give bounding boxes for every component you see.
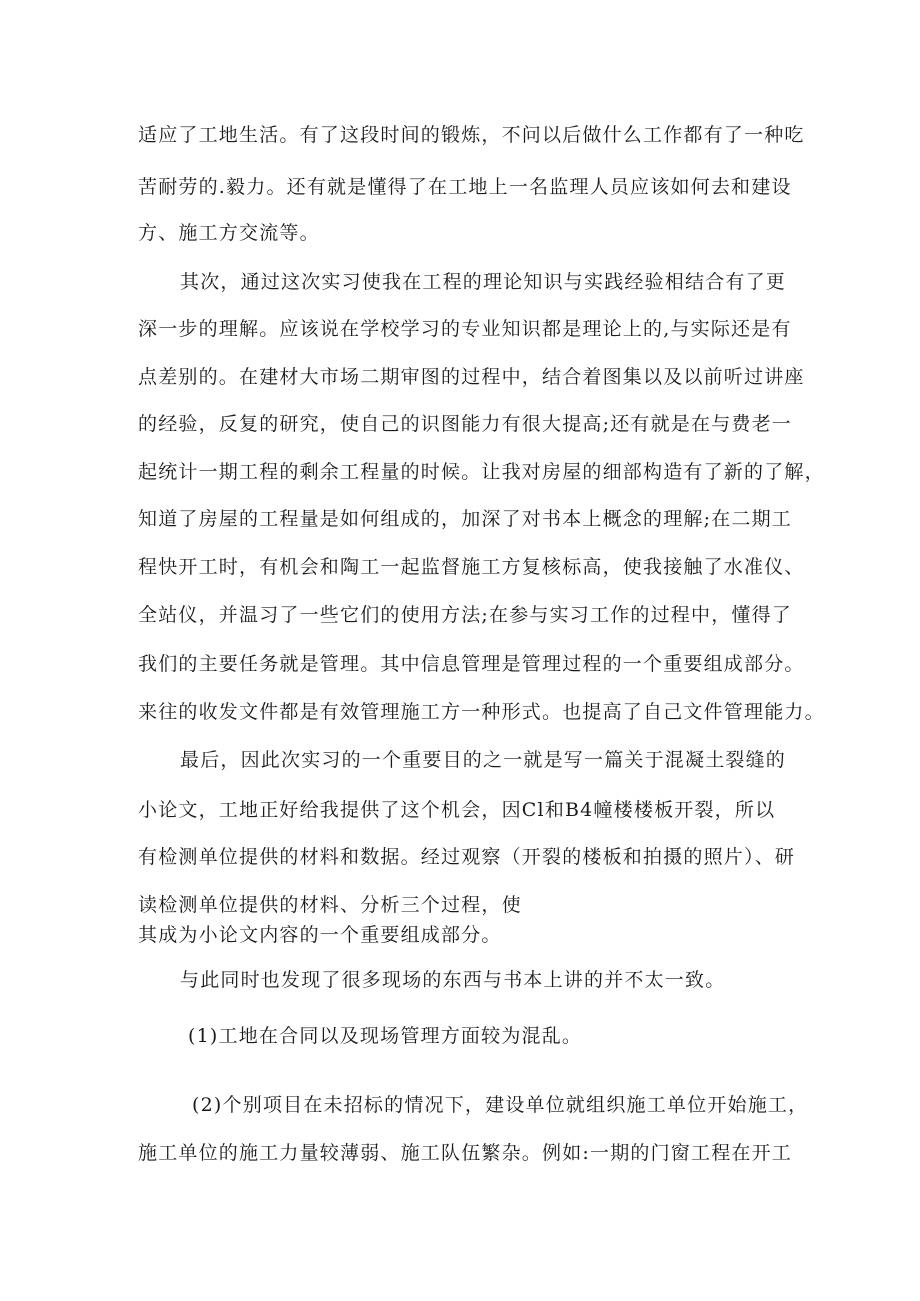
paragraph-3-line-2: 小论文，工地正好给我提供了这个机会，因Cl和B4幢楼楼板开裂，所以 xyxy=(138,799,776,821)
paragraph-3-line-3: 有检测单位提供的材料和数据。经过观察（开裂的楼板和拍摄的照片）、研 xyxy=(138,846,796,868)
paragraph-2-line-7: 程快开工时，有机会和陶工一起监督施工方复核标高，使我接触了水准仪、 xyxy=(138,556,805,578)
paragraph-2-line-5: 起统计一期工程的剩余工程量的时候。让我对房屋的细部构造有了新的了解， xyxy=(138,461,825,483)
paragraph-3-line-4: 读检测单位提供的材料、分析三个过程，使 xyxy=(138,894,522,916)
paragraph-5-line-1: (1)工地在合同以及现场管理方面较为混乱。 xyxy=(188,1025,583,1047)
paragraph-2-line-10: 来往的收发文件都是有效管理施工方一种形式。也提高了自己文件管理能力。 xyxy=(138,701,825,723)
paragraph-3-line-5: 其成为小论文内容的一个重要组成部分。 xyxy=(138,924,502,946)
paragraph-6-line-1: (2)个别项目在未招标的情况下，建设单位就组织施工单位开始施工， xyxy=(192,1094,809,1116)
paragraph-4-line-1: 与此同时也发现了很多现场的东西与书本上讲的并不太一致。 xyxy=(180,969,726,991)
paragraph-2-line-6: 知道了房屋的工程量是如何组成的，加深了对书本上概念的理解;在二期工 xyxy=(138,508,793,530)
paragraph-2-line-1: 其次，通过这次实习使我在工程的理论知识与实践经验相结合有了更 xyxy=(180,271,787,293)
paragraph-1-line-3: 方、施工方交流等。 xyxy=(138,222,320,244)
paragraph-1-line-2: 苦耐劳的.毅力。还有就是懂得了在工地上一名监理人员应该如何去和建设 xyxy=(138,176,792,198)
paragraph-1-line-1: 适应了工地生活。有了这段时间的锻炼，不问以后做什么工作都有了一种吃 xyxy=(138,124,805,146)
paragraph-2-line-4: 的经验，反复的研究，使自己的识图能力有很大提高;还有就是在与费老一 xyxy=(138,413,793,435)
paragraph-2-line-3: 点差别的。在建材大市场二期审图的过程中，结合着图集以及以前听过讲座 xyxy=(138,366,805,388)
paragraph-2-line-8: 全站仪，并温习了一些它们的使用方法;在参与实习工作的过程中，懂得了 xyxy=(138,604,793,626)
paragraph-2-line-9: 我们的主要任务就是管理。其中信息管理是管理过程的一个重要组成部分。 xyxy=(138,653,805,675)
paragraph-3-line-1: 最后，因此次实习的一个重要目的之一就是写一篇关于混凝土裂缝的 xyxy=(180,749,787,771)
paragraph-2-line-2: 深一步的理解。应该说在学校学习的专业知识都是理论上的,与实际还是有 xyxy=(138,318,792,340)
paragraph-6-line-2: 施工单位的施工力量较薄弱、施工队伍繁杂。例如:一期的门窗工程在开工 xyxy=(138,1142,793,1164)
